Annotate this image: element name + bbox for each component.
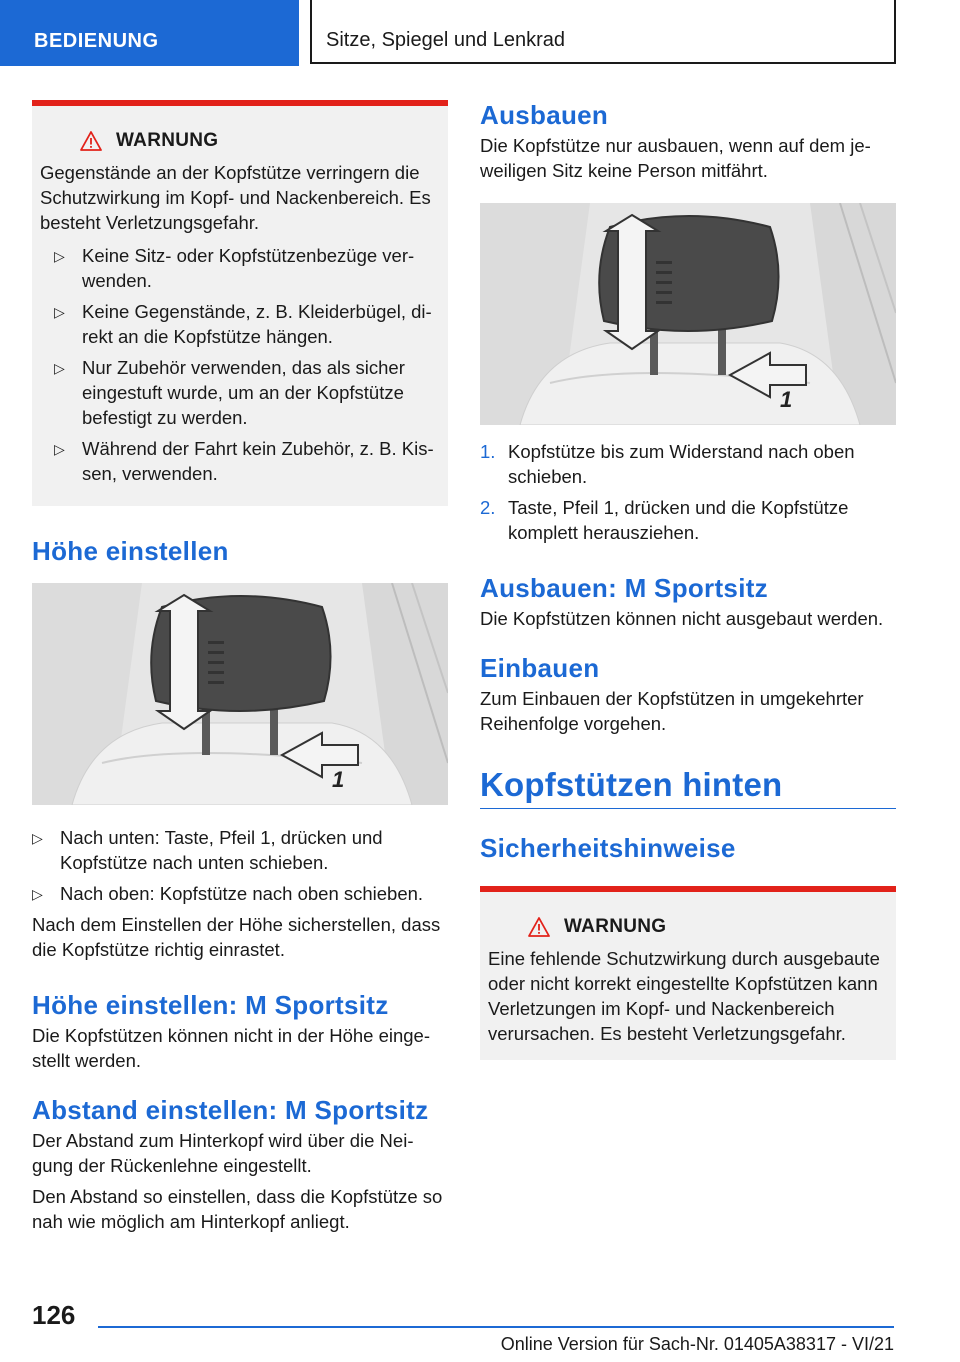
bullet-triangle-icon: ▷ [32,830,43,846]
warning-header [80,130,438,152]
list-item: ▷ Keine Sitz- oder Kopfstützenbezüge verwenden. [54,245,415,291]
section-heading-rule [480,766,896,809]
heading-sicherheitshinweise: Sicherheitshinweise [480,833,736,863]
heading-hoehe: Höhe einstellen [32,536,229,566]
paragraph: Die Kopfstütze nur ausbauen, wenn auf dem jeweiligen Sitz keine Person mitfährt. [480,135,871,181]
figure-label: 1 [332,767,345,792]
heading-ausbauen-m: Ausbauen: M Sportsitz [480,573,768,603]
paragraph: Zum Einbauen der Kopfstützen in umgekehrter Reihenfolge vorgehen. [480,688,864,734]
step-number: 2. [480,497,496,518]
paragraph: Die Kopfstützen können nicht in der Höhe eingestellt werden. [32,1025,431,1071]
warning-text: Gegenstände an der Kopfstütze verringern die Schutzwirkung im Kopf- und Nackenbereich. Es besteht Verletzungsgefahr. [40,162,431,233]
warning-box [480,886,896,1060]
hoehe-list [32,825,448,906]
warning-header [528,916,886,938]
heading-einbauen: Einbauen [480,653,600,683]
footer-rule [98,1326,894,1328]
left-column [32,100,448,1234]
headrest-illustration-icon [32,583,448,805]
footer-version: Online Version für Sach-Nr. 01405A38317 - VI/21 [500,1334,894,1354]
warning-list [40,243,438,486]
list-item: ▷ Während der Fahrt kein Zubehör, z. B. Kissen, verwenden. [54,438,434,484]
steps-list [480,439,896,545]
warning-triangle-icon [528,917,550,937]
step-number: 1. [480,441,496,462]
page-header [0,0,960,66]
paragraph: Der Abstand zum Hinterkopf wird über die Neigung der Rückenlehne eingestellt. [32,1130,414,1176]
figure-label: 1 [780,387,793,412]
bullet-triangle-icon: ▷ [32,886,43,902]
list-item: 2. Taste, Pfeil 1, drücken und die Kopfstütze komplett herausziehen. [480,497,849,543]
warning-title: WARNUNG [116,130,219,151]
heading-kopfstuetzen-hinten: Kopfstützen hinten [480,766,783,803]
bullet-triangle-icon: ▷ [54,360,65,376]
warning-triangle-icon [80,131,102,151]
paragraph: Nach dem Einstellen der Höhe sicherstellen, dass die Kopfstütze richtig einrastet. [32,914,441,960]
page-number: 126 [32,1300,76,1330]
bullet-triangle-icon: ▷ [54,304,65,320]
warning-text: Eine fehlende Schutzwirkung durch ausgebaute oder nicht korrekt eingestellte Kopfstützen kann Verletzungen im Kopf- und Nackenbereich verursachen. Es besteht Verletzungsgefahr. [488,948,880,1044]
heading-abstand-m: Abstand einstellen: M Sportsitz [32,1095,429,1125]
chapter-title: Sitze, Spiegel und Lenkrad [310,0,896,64]
headrest-height-figure [32,583,448,805]
heading-hoehe-m: Höhe einstellen: M Sportsitz [32,990,389,1020]
warning-box [32,100,448,506]
section-tab: BEDIENUNG [0,0,299,66]
headrest-illustration-icon [480,203,896,425]
right-column [480,100,896,1060]
list-item: 1. Kopfstütze bis zum Widerstand nach oben schieben. [480,441,855,487]
headrest-removal-figure [480,203,896,425]
paragraph: Die Kopfstützen können nicht ausgebaut werden. [480,608,884,629]
list-item: ▷ Nach unten: Taste, Pfeil 1, drücken und Kopfstütze nach unten schieben. [32,827,383,873]
heading-ausbauen: Ausbauen [480,100,609,130]
paragraph: Den Abstand so einstellen, dass die Kopfstütze so nah wie möglich am Hinterkopf anliegt. [32,1186,443,1232]
bullet-triangle-icon: ▷ [54,248,65,264]
list-item: ▷ Keine Gegenstände, z. B. Kleiderbügel, direkt an die Kopfstütze hängen. [54,301,432,347]
bullet-triangle-icon: ▷ [54,441,65,457]
list-item: ▷ Nach oben: Kopfstütze nach oben schieben. [32,881,448,906]
warning-title: WARNUNG [564,916,667,937]
list-item: ▷ Nur Zubehör verwenden, das als sicher eingestuft wurde, um an der Kopfstütze befestigt zu werden. [54,357,405,428]
